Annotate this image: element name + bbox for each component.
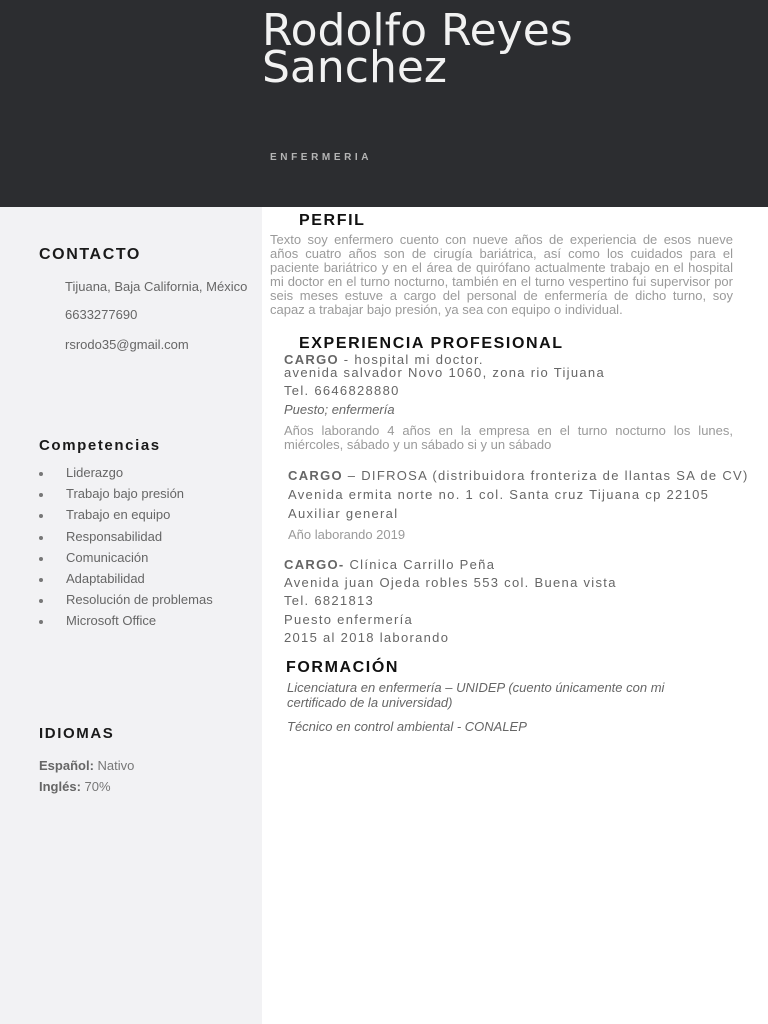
skill-item: Liderazgo	[38, 465, 213, 486]
contact-heading: CONTACTO	[39, 246, 141, 263]
language-spanish	[39, 758, 134, 773]
job3-years: 2015 al 2018 laborando	[284, 630, 450, 645]
candidate-name	[262, 5, 742, 93]
contact-location: Tijuana, Baja California, México	[65, 279, 248, 294]
job1-cargo-value: - hospital mi doctor.	[338, 352, 484, 367]
skill-item: Resolución de problemas	[38, 592, 213, 613]
skill-item: Responsabilidad	[38, 529, 213, 550]
job3-tel: Tel. 6821813	[284, 593, 375, 608]
job1-cargo-label: CARGO	[284, 352, 339, 367]
job3-position: Puesto enfermería	[284, 612, 414, 627]
job3-cargo-value: Clínica Carrillo Peña	[344, 557, 496, 572]
job2-cargo-value: – DIFROSA (distribuidora fronteriza de llantas SA de CV)	[342, 468, 749, 483]
header-banner	[0, 0, 768, 207]
name-line-1: Rodolfo Reyes	[262, 5, 573, 56]
contact-phone: 6633277690	[65, 307, 138, 322]
job1-tel: Tel. 6646828880	[284, 383, 400, 398]
job3-address: Avenida juan Ojeda robles 553 col. Buena vista	[284, 575, 617, 590]
job1-detail: Años laborando 4 años en la empresa en el turno nocturno los lunes, miércoles, sábado y un sábado si y un sábado	[284, 423, 733, 452]
education-heading: FORMACIÓN	[286, 659, 400, 676]
language-english-label: Inglés:	[39, 779, 81, 794]
language-english	[39, 779, 111, 794]
name-line-2: Sanchez	[262, 42, 448, 93]
education-item-2: Técnico en control ambiental - CONALEP	[287, 719, 527, 734]
skill-item: Microsoft Office	[38, 613, 213, 634]
skills-heading: Competencias	[39, 437, 161, 454]
job2-detail: Año laborando 2019	[288, 527, 406, 542]
job2-cargo	[288, 468, 749, 483]
contact-email: rsrodo35@gmail.com	[65, 337, 189, 352]
skills-list	[38, 465, 213, 635]
profile-heading: PERFIL	[299, 212, 366, 229]
language-spanish-label: Español:	[39, 758, 94, 773]
skill-item: Adaptabilidad	[38, 571, 213, 592]
profile-text: Texto soy enfermero cuento con nueve años de experiencia de esos nueve años cuatro años son de cirugía bariátrica, así como los cuidados para el paciente bariátrico y en el área de quirófano actualmente trabajo en el hospital mi doctor en el turno nocturno, también en el turno vespertino fui supervisor por seis meses estuve a cargo del personal de enfermería de dicho turno, soy capaz a trabajar bajo presión, ya sea con equipo o individual.	[270, 232, 733, 317]
language-english-level: 70%	[80, 779, 111, 794]
skill-item: Trabajo en equipo	[38, 507, 213, 528]
job3-cargo-label: CARGO-	[284, 557, 345, 572]
job2-position: Auxiliar general	[288, 506, 399, 521]
job3-cargo	[284, 557, 495, 572]
job2-cargo-label: CARGO	[288, 468, 343, 483]
job1-address: avenida salvador Novo 1060, zona rio Tijuana	[284, 365, 605, 380]
languages-heading: IDIOMAS	[39, 725, 115, 742]
education-item-1: Licenciatura en enfermería – UNIDEP (cuento únicamente con mi certificado de la universidad)	[287, 680, 665, 710]
job2-address: Avenida ermita norte no. 1 col. Santa cruz Tijuana cp 22105	[288, 487, 710, 502]
skill-item: Trabajo bajo presión	[38, 486, 213, 507]
language-spanish-level: Nativo	[93, 758, 135, 773]
job1-position: Puesto; enfermería	[284, 402, 395, 417]
experience-heading: EXPERIENCIA PROFESIONAL	[299, 335, 564, 352]
job-title: ENFERMERIA	[270, 152, 373, 163]
skill-item: Comunicación	[38, 550, 213, 571]
